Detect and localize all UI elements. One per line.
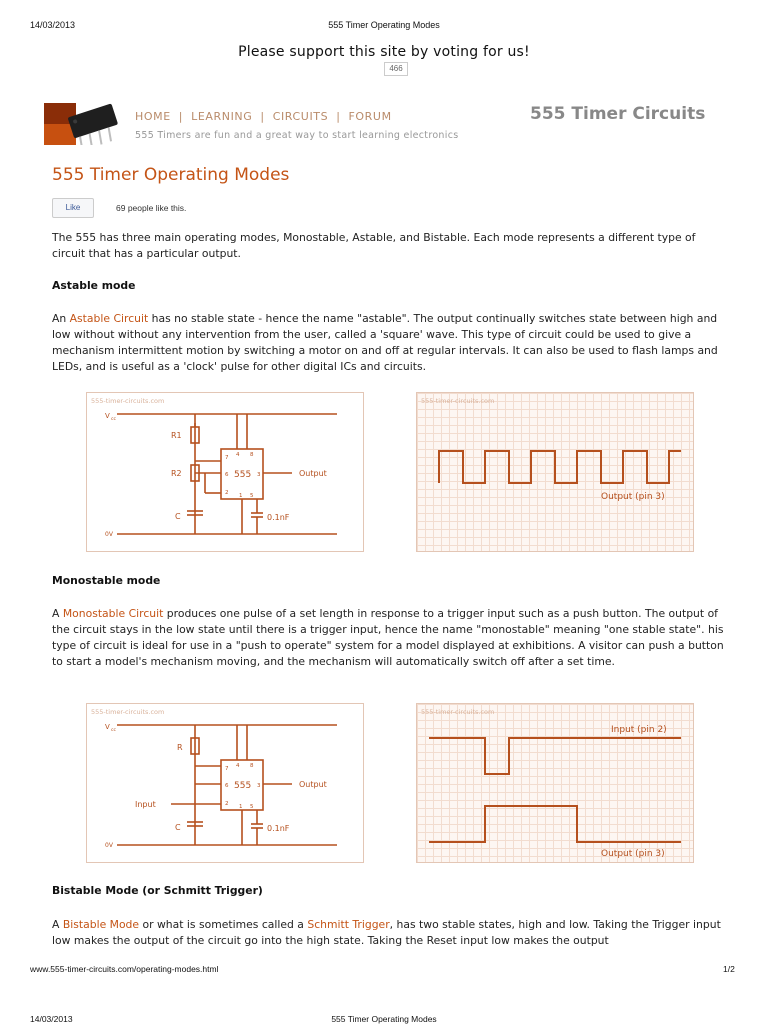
- astable-waveform-diagram: [416, 392, 694, 552]
- chip-555-label: 555: [234, 781, 252, 791]
- next-page-date: 14/03/2013: [30, 1014, 73, 1024]
- vcc-sub-label: cc: [111, 417, 116, 422]
- diagram-watermark: 555-timer-circuits.com: [91, 397, 165, 405]
- vcc-sub-label: cc: [111, 728, 116, 733]
- capacitor-label: C: [175, 823, 181, 832]
- support-banner: Please support this site by voting for us!: [238, 44, 530, 60]
- nav-forum[interactable]: FORUM: [348, 110, 392, 123]
- monostable-circuit-diagram: [86, 703, 364, 863]
- astable-circuit-link[interactable]: Astable Circuit: [69, 312, 149, 325]
- svg-text:1: 1: [239, 493, 243, 499]
- r1-label: R1: [171, 431, 182, 440]
- svg-text:5: 5: [250, 493, 254, 499]
- ground-label: 0V: [105, 842, 113, 849]
- nav-circuits[interactable]: CIRCUITS: [272, 110, 329, 123]
- bistable-heading: Bistable Mode (or Schmitt Trigger): [52, 884, 263, 897]
- vote-count-button[interactable]: 466: [384, 62, 408, 76]
- site-logo[interactable]: [44, 103, 134, 145]
- svg-text:4: 4: [236, 763, 240, 769]
- diagram-watermark: 555-timer-circuits.com: [91, 708, 165, 716]
- bistable-post: , has two stable states, high and low. Taking the Trigger input low makes the output of the circuit go into the high state. Taking the Reset input low makes the output: [52, 918, 721, 947]
- svg-text:8: 8: [250, 763, 254, 769]
- next-page-title: 555 Timer Operating Modes: [331, 1014, 437, 1024]
- input-label: Input: [135, 800, 156, 809]
- capacitor-label: C: [175, 512, 181, 521]
- monostable-circuit-link[interactable]: Monostable Circuit: [62, 607, 164, 620]
- page-title: 555 Timer Operating Modes: [52, 165, 290, 185]
- output-pin3-label: Output (pin 3): [601, 849, 665, 859]
- astable-heading: Astable mode: [52, 279, 136, 292]
- astable-paragraph: [52, 311, 724, 375]
- svg-text:7: 7: [225, 455, 229, 461]
- svg-text:1: 1: [239, 804, 243, 810]
- bistable-mode-link[interactable]: Bistable Mode: [62, 918, 140, 931]
- like-count-text: 69 people like this.: [116, 203, 187, 213]
- nav-home[interactable]: HOME: [135, 110, 171, 123]
- svg-text:2: 2: [225, 801, 229, 807]
- print-date: 14/03/2013: [30, 20, 76, 30]
- schmitt-trigger-link[interactable]: Schmitt Trigger: [307, 918, 390, 931]
- svg-text:3: 3: [257, 472, 261, 478]
- bistable-paragraph: [52, 917, 724, 949]
- nav-separator: |: [178, 110, 184, 123]
- r-label: R: [177, 743, 183, 752]
- like-label: Like: [65, 203, 81, 212]
- site-title[interactable]: 555 Timer Circuits: [530, 104, 706, 124]
- monostable-waveform-diagram: [416, 703, 694, 863]
- bistable-pre: A: [52, 918, 63, 931]
- svg-text:2: 2: [225, 490, 229, 496]
- svg-text:6: 6: [225, 472, 229, 478]
- footer-url: www.555-timer-circuits.com/operating-modes.html: [30, 964, 219, 974]
- diagram-watermark: 555-timer-circuits.com: [421, 397, 495, 405]
- main-nav: [135, 110, 392, 123]
- svg-text:3: 3: [257, 783, 261, 789]
- svg-text:5: 5: [250, 804, 254, 810]
- diagram-watermark: 555-timer-circuits.com: [421, 708, 495, 716]
- cap2-label: 0.1nF: [267, 824, 290, 833]
- svg-text:7: 7: [225, 766, 229, 772]
- svg-text:6: 6: [225, 783, 229, 789]
- r2-label: R2: [171, 469, 182, 478]
- print-title: 555 Timer Operating Modes: [328, 20, 440, 30]
- monostable-paragraph: [52, 606, 724, 670]
- nav-separator: |: [260, 110, 265, 123]
- svg-text:4: 4: [236, 452, 240, 458]
- vcc-label: V: [105, 723, 110, 731]
- output-label: Output: [299, 469, 327, 478]
- monostable-post: produces one pulse of a set length in response to a trigger input such as a push button. The output of the circuit stays in the low state until there is a trigger input, hence the name "monostable" meaning "one stable state". his type of circuit is ideal for use in a "push to operate" system for a model displayed at exhibitions. A visitor can push a button to start a model's mechanism moving, and the mechanism will automatically switch off after a set time.: [52, 607, 724, 668]
- vcc-label: V: [105, 412, 110, 420]
- ground-label: 0V: [105, 531, 113, 538]
- cap2-label: 0.1nF: [267, 513, 290, 522]
- intro-paragraph: The 555 has three main operating modes, Monostable, Astable, and Bistable. Each mode represents a different type of circuit that has a particular output.: [52, 231, 696, 260]
- chip-555-label: 555: [234, 470, 252, 480]
- input-pin2-label: Input (pin 2): [611, 725, 667, 735]
- astable-post: has no stable state - hence the name "astable". The output continually switches state between high and low without without any intervention from the user, called a 'square' wave. This type of circuit could be used to give a mechanism intermittent motion by switching a motor on and off at regular intervals. It can also be used to flash lamps and LEDs, and is useful as a 'clock' pulse for other digital ICs and circuits.: [52, 312, 718, 373]
- monostable-pre: A: [52, 607, 63, 620]
- output-label: Output: [299, 780, 327, 789]
- facebook-like-button[interactable]: [52, 198, 94, 218]
- svg-text:8: 8: [250, 452, 254, 458]
- site-tagline: 555 Timers are fun and a great way to start learning electronics: [135, 130, 459, 141]
- nav-learning[interactable]: LEARNING: [191, 110, 253, 123]
- output-pin3-label: Output (pin 3): [601, 492, 665, 502]
- footer-page-number: 1/2: [723, 964, 735, 974]
- astable-pre: An: [52, 312, 70, 325]
- monostable-heading: Monostable mode: [52, 574, 161, 587]
- astable-circuit-diagram: [86, 392, 364, 552]
- nav-separator: |: [336, 110, 341, 123]
- bistable-mid: or what is sometimes called a: [139, 918, 308, 931]
